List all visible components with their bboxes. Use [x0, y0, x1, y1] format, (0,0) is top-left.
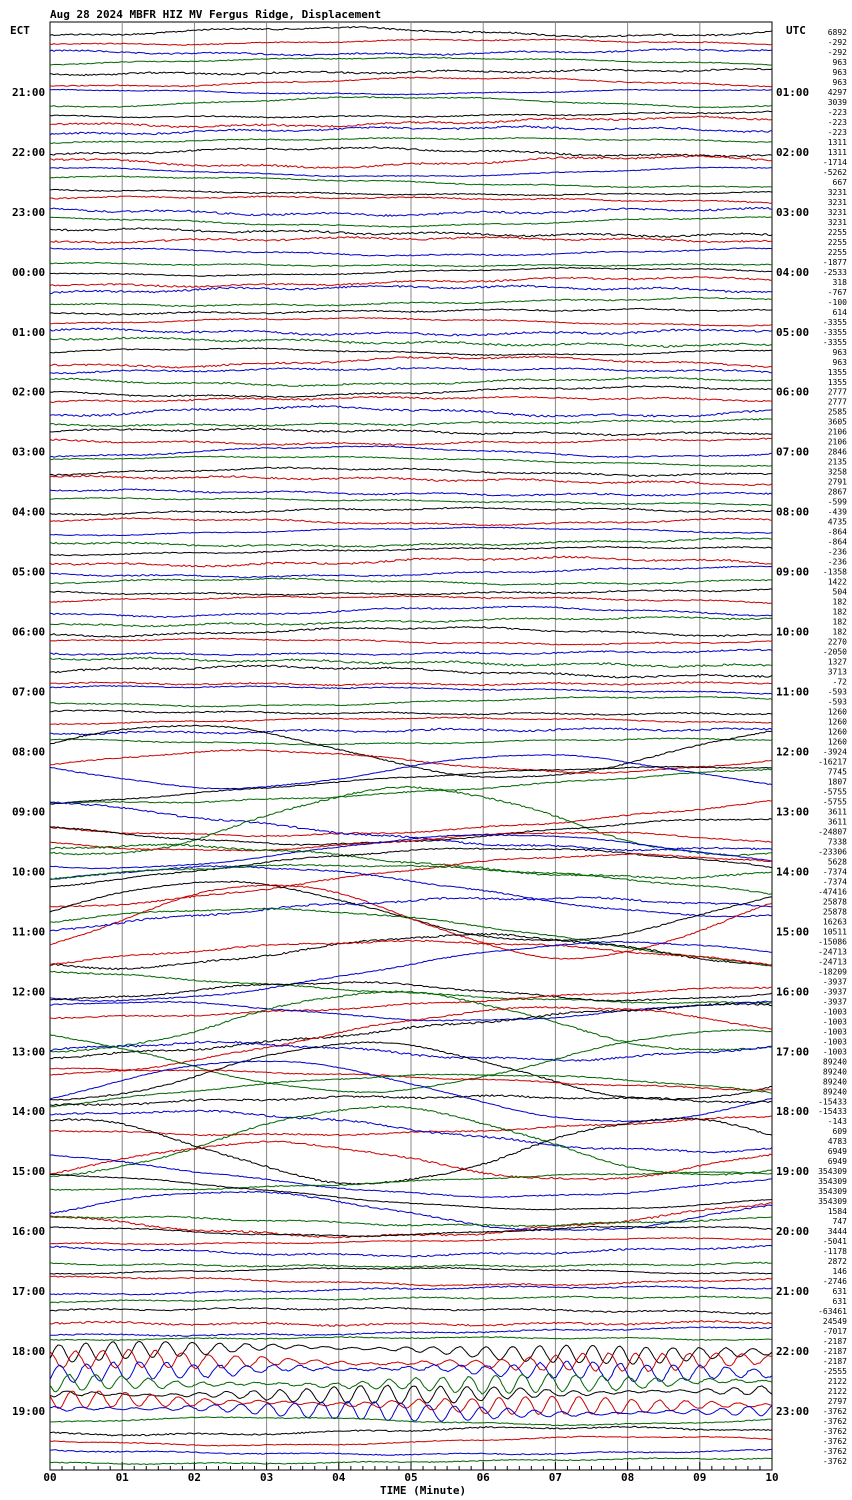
trace-offset-label: 2777: [827, 397, 847, 407]
right-hour-label: 06:00: [776, 385, 810, 399]
trace-offset-label: -292: [827, 37, 847, 47]
trace-offset-label: -1178: [822, 1247, 847, 1257]
trace-offset-label: 631: [832, 1287, 847, 1297]
trace-offset-label: 182: [832, 627, 847, 637]
trace-offset-label: 4783: [827, 1137, 847, 1147]
trace-offset-label: 89240: [822, 1077, 847, 1087]
trace-offset-label: 7338: [827, 837, 847, 847]
left-hour-label: 02:00: [12, 385, 46, 399]
trace-offset-label: -3762: [822, 1447, 847, 1457]
chart-title: Aug 28 2024 MBFR HIZ MV Fergus Ridge, Displacement: [50, 8, 382, 21]
trace-offset-label: 7745: [827, 767, 847, 777]
right-hour-label: 21:00: [776, 1285, 810, 1299]
trace-offset-label: 89240: [822, 1057, 847, 1067]
trace-offset-label: -1003: [822, 1037, 847, 1047]
x-tick-label: 04: [332, 1471, 346, 1484]
left-hour-label: 22:00: [12, 145, 46, 159]
trace-offset-label: -23306: [818, 847, 847, 857]
trace-offset-label: -2533: [822, 267, 847, 277]
trace-offset-label: -5262: [822, 167, 847, 177]
trace-offset-label: -767: [827, 287, 847, 297]
trace-offset-label: -143: [827, 1117, 847, 1127]
left-hour-label: 21:00: [12, 85, 46, 99]
trace-offset-label: 3231: [827, 207, 847, 217]
left-hour-label: 17:00: [12, 1285, 46, 1299]
trace-offset-label: 1260: [827, 737, 847, 747]
trace-offset-label: 89240: [822, 1087, 847, 1097]
trace-offset-label: 631: [832, 1297, 847, 1307]
right-timezone-label: UTC: [786, 24, 806, 37]
trace-offset-label: -3762: [822, 1437, 847, 1447]
right-hour-label: 19:00: [776, 1165, 810, 1179]
right-hour-label: 12:00: [776, 745, 810, 759]
trace-offset-label: -864: [827, 527, 847, 537]
trace-offset-label: 4297: [827, 87, 847, 97]
trace-offset-label: 1311: [827, 147, 847, 157]
trace-offset-label: 2106: [827, 437, 847, 447]
trace-offset-label: -3762: [822, 1427, 847, 1437]
trace-offset-label: 2135: [827, 457, 847, 467]
trace-offset-label: -3355: [822, 327, 847, 337]
right-hour-label: 16:00: [776, 985, 810, 999]
trace-offset-label: 318: [832, 277, 847, 287]
trace-offset-label: -7374: [822, 877, 847, 887]
trace-offset-label: 354309: [818, 1177, 847, 1187]
left-hour-label: 23:00: [12, 205, 46, 219]
trace-offset-label: -7017: [822, 1327, 847, 1337]
trace-offset-label: 182: [832, 607, 847, 617]
trace-offset-label: -7374: [822, 867, 847, 877]
trace-offset-label: -1003: [822, 1017, 847, 1027]
left-hour-label: 15:00: [12, 1165, 46, 1179]
trace-offset-label: 354309: [818, 1197, 847, 1207]
x-tick-label: 05: [404, 1471, 418, 1484]
trace-offset-label: 1584: [827, 1207, 847, 1217]
right-hour-label: 18:00: [776, 1105, 810, 1119]
trace-offset-label: 182: [832, 617, 847, 627]
trace-offset-label: 614: [832, 307, 847, 317]
left-timezone-label: ECT: [10, 24, 30, 37]
trace-offset-label: 146: [832, 1267, 847, 1277]
trace-offset-label: 2867: [827, 487, 847, 497]
trace-offset-label: 963: [832, 57, 847, 67]
trace-offset-label: 3231: [827, 187, 847, 197]
trace-offset-label: -593: [827, 697, 847, 707]
trace-offset-label: 504: [832, 587, 847, 597]
x-tick-label: 09: [693, 1471, 707, 1484]
right-hour-label: 09:00: [776, 565, 810, 579]
right-hour-label: 10:00: [776, 625, 810, 639]
trace-offset-label: 1260: [827, 717, 847, 727]
trace-offset-label: -1003: [822, 1007, 847, 1017]
trace-offset-label: 5628: [827, 857, 847, 867]
trace-offset-label: 609: [832, 1127, 847, 1137]
trace-offset-label: -100: [827, 297, 847, 307]
trace-offset-label: -3937: [822, 977, 847, 987]
right-hour-label: 20:00: [776, 1225, 810, 1239]
x-tick-label: 00: [43, 1471, 57, 1484]
left-hour-label: 07:00: [12, 685, 46, 699]
trace-offset-label: -223: [827, 117, 847, 127]
right-hour-label: 11:00: [776, 685, 810, 699]
left-hour-label: 04:00: [12, 505, 46, 519]
left-hour-label: 10:00: [12, 865, 46, 879]
right-hour-label: 22:00: [776, 1345, 810, 1359]
left-hour-label: 08:00: [12, 745, 46, 759]
trace-offset-label: 24549: [822, 1317, 847, 1327]
trace-offset-label: 3611: [827, 817, 847, 827]
left-hour-label: 06:00: [12, 625, 46, 639]
trace-offset-label: 1260: [827, 707, 847, 717]
left-hour-label: 05:00: [12, 565, 46, 579]
trace-offset-label: -223: [827, 107, 847, 117]
x-tick-label: 02: [187, 1471, 202, 1484]
trace-offset-label: -1877: [822, 257, 847, 267]
trace-offset-label: -16217: [818, 757, 847, 767]
trace-offset-label: 2106: [827, 427, 847, 437]
trace-offset-label: 182: [832, 597, 847, 607]
trace-offset-label: -3924: [822, 747, 847, 757]
trace-offset-label: -236: [827, 547, 847, 557]
x-tick-label: 10: [765, 1471, 779, 1484]
trace-offset-label: 3444: [827, 1227, 847, 1237]
trace-offset-label: 747: [832, 1217, 847, 1227]
trace-offset-label: -15433: [818, 1107, 847, 1117]
trace-offset-label: -3937: [822, 987, 847, 997]
x-tick-label: 01: [115, 1471, 129, 1484]
left-hour-label: 19:00: [12, 1405, 46, 1419]
right-hour-label: 13:00: [776, 805, 810, 819]
right-hour-label: 02:00: [776, 145, 810, 159]
right-hour-label: 23:00: [776, 1405, 810, 1419]
trace-offset-label: 89240: [822, 1067, 847, 1077]
trace-offset-label: 6949: [827, 1147, 847, 1157]
left-hour-label: 03:00: [12, 445, 46, 459]
trace-offset-label: 2255: [827, 247, 847, 257]
trace-offset-label: 963: [832, 357, 847, 367]
trace-offset-label: -24807: [818, 827, 847, 837]
right-hour-label: 07:00: [776, 445, 810, 459]
x-tick-label: 07: [548, 1471, 563, 1484]
right-hour-label: 17:00: [776, 1045, 810, 1059]
trace-offset-label: -3355: [822, 317, 847, 327]
trace-offset-label: 667: [832, 177, 847, 187]
right-hour-label: 05:00: [776, 325, 810, 339]
trace-offset-label: 2270: [827, 637, 847, 647]
trace-offset-label: -292: [827, 47, 847, 57]
trace-offset-label: -63461: [818, 1307, 847, 1317]
trace-offset-label: 3713: [827, 667, 847, 677]
left-hour-label: 01:00: [12, 325, 46, 339]
trace-offset-label: -15086: [818, 937, 847, 947]
trace-offset-label: 25878: [822, 897, 847, 907]
right-hour-label: 03:00: [776, 205, 810, 219]
trace-offset-label: 2255: [827, 237, 847, 247]
trace-offset-label: -599: [827, 497, 847, 507]
trace-offset-label: 2872: [827, 1257, 847, 1267]
trace-offset-label: 25878: [822, 907, 847, 917]
trace-offset-label: -2187: [822, 1337, 847, 1347]
trace-offset-label: -15433: [818, 1097, 847, 1107]
trace-offset-label: -3937: [822, 997, 847, 1007]
trace-offset-label: 2791: [827, 477, 847, 487]
trace-offset-label: 1327: [827, 657, 847, 667]
trace-offset-label: 354309: [818, 1187, 847, 1197]
x-tick-label: 03: [259, 1471, 274, 1484]
trace-offset-label: -24713: [818, 957, 847, 967]
trace-offset-label: -236: [827, 557, 847, 567]
trace-offset-label: 6949: [827, 1157, 847, 1167]
trace-offset-label: -5041: [822, 1237, 847, 1247]
trace-offset-label: -3762: [822, 1407, 847, 1417]
trace-offset-label: 3258: [827, 467, 847, 477]
trace-offset-label: 1422: [827, 577, 847, 587]
trace-offset-label: 2777: [827, 387, 847, 397]
trace-offset-label: 963: [832, 67, 847, 77]
trace-offset-label: 16263: [822, 917, 847, 927]
trace-offset-label: -2187: [822, 1347, 847, 1357]
trace-offset-label: -2187: [822, 1357, 847, 1367]
left-hour-label: 00:00: [12, 265, 46, 279]
trace-offset-label: -439: [827, 507, 847, 517]
left-hour-label: 18:00: [12, 1345, 46, 1359]
left-hour-label: 16:00: [12, 1225, 46, 1239]
trace-offset-label: -2746: [822, 1277, 847, 1287]
x-tick-label: 06: [476, 1471, 490, 1484]
right-hour-label: 15:00: [776, 925, 810, 939]
trace-offset-label: 1311: [827, 137, 847, 147]
trace-offset-label: 3039: [827, 97, 847, 107]
trace-offset-label: -2555: [822, 1367, 847, 1377]
trace-offset-label: 1355: [827, 367, 847, 377]
right-hour-label: 04:00: [776, 265, 810, 279]
trace-offset-label: -1714: [822, 157, 847, 167]
trace-offset-label: 1260: [827, 727, 847, 737]
trace-offset-label: 2122: [827, 1387, 847, 1397]
trace-offset-label: 2122: [827, 1377, 847, 1387]
right-hour-label: 08:00: [776, 505, 810, 519]
trace-offset-label: 1355: [827, 377, 847, 387]
trace-offset-label: 3231: [827, 217, 847, 227]
trace-offset-label: -3762: [822, 1417, 847, 1427]
trace-offset-label: -223: [827, 127, 847, 137]
trace-offset-label: 3605: [827, 417, 847, 427]
trace-offset-label: -2050: [822, 647, 847, 657]
trace-offset-label: -1003: [822, 1027, 847, 1037]
trace-offset-label: -5755: [822, 797, 847, 807]
trace-offset-label: -1358: [822, 567, 847, 577]
trace-offset-label: -18209: [818, 967, 847, 977]
trace-offset-label: 2585: [827, 407, 847, 417]
right-hour-label: 01:00: [776, 85, 810, 99]
trace-offset-label: 3231: [827, 197, 847, 207]
trace-offset-label: -593: [827, 687, 847, 697]
left-hour-label: 11:00: [12, 925, 46, 939]
trace-offset-label: 963: [832, 77, 847, 87]
trace-offset-label: 4735: [827, 517, 847, 527]
left-hour-label: 13:00: [12, 1045, 46, 1059]
left-hour-label: 14:00: [12, 1105, 46, 1119]
trace-offset-label: -3355: [822, 337, 847, 347]
trace-offset-label: 3611: [827, 807, 847, 817]
x-tick-label: 08: [620, 1471, 635, 1484]
trace-offset-label: 2846: [827, 447, 847, 457]
left-hour-label: 09:00: [12, 805, 46, 819]
trace-offset-label: 2255: [827, 227, 847, 237]
trace-offset-label: -864: [827, 537, 847, 547]
trace-offset-label: 963: [832, 347, 847, 357]
trace-offset-label: -24713: [818, 947, 847, 957]
trace-offset-label: -5755: [822, 787, 847, 797]
trace-offset-label: 10511: [822, 927, 847, 937]
trace-offset-label: 354309: [818, 1167, 847, 1177]
trace-offset-label: -47416: [818, 887, 847, 897]
trace-offset-label: 6892: [827, 28, 847, 37]
trace-offset-label: -72: [832, 677, 847, 687]
x-axis-label: TIME (Minute): [380, 1484, 467, 1497]
trace-offset-label: 1807: [827, 777, 847, 787]
trace-offset-label: -3762: [822, 1457, 847, 1466]
trace-offset-label: -1003: [822, 1047, 847, 1057]
right-hour-label: 14:00: [776, 865, 810, 879]
trace-offset-label: 2797: [827, 1397, 847, 1407]
left-hour-label: 12:00: [12, 985, 46, 999]
